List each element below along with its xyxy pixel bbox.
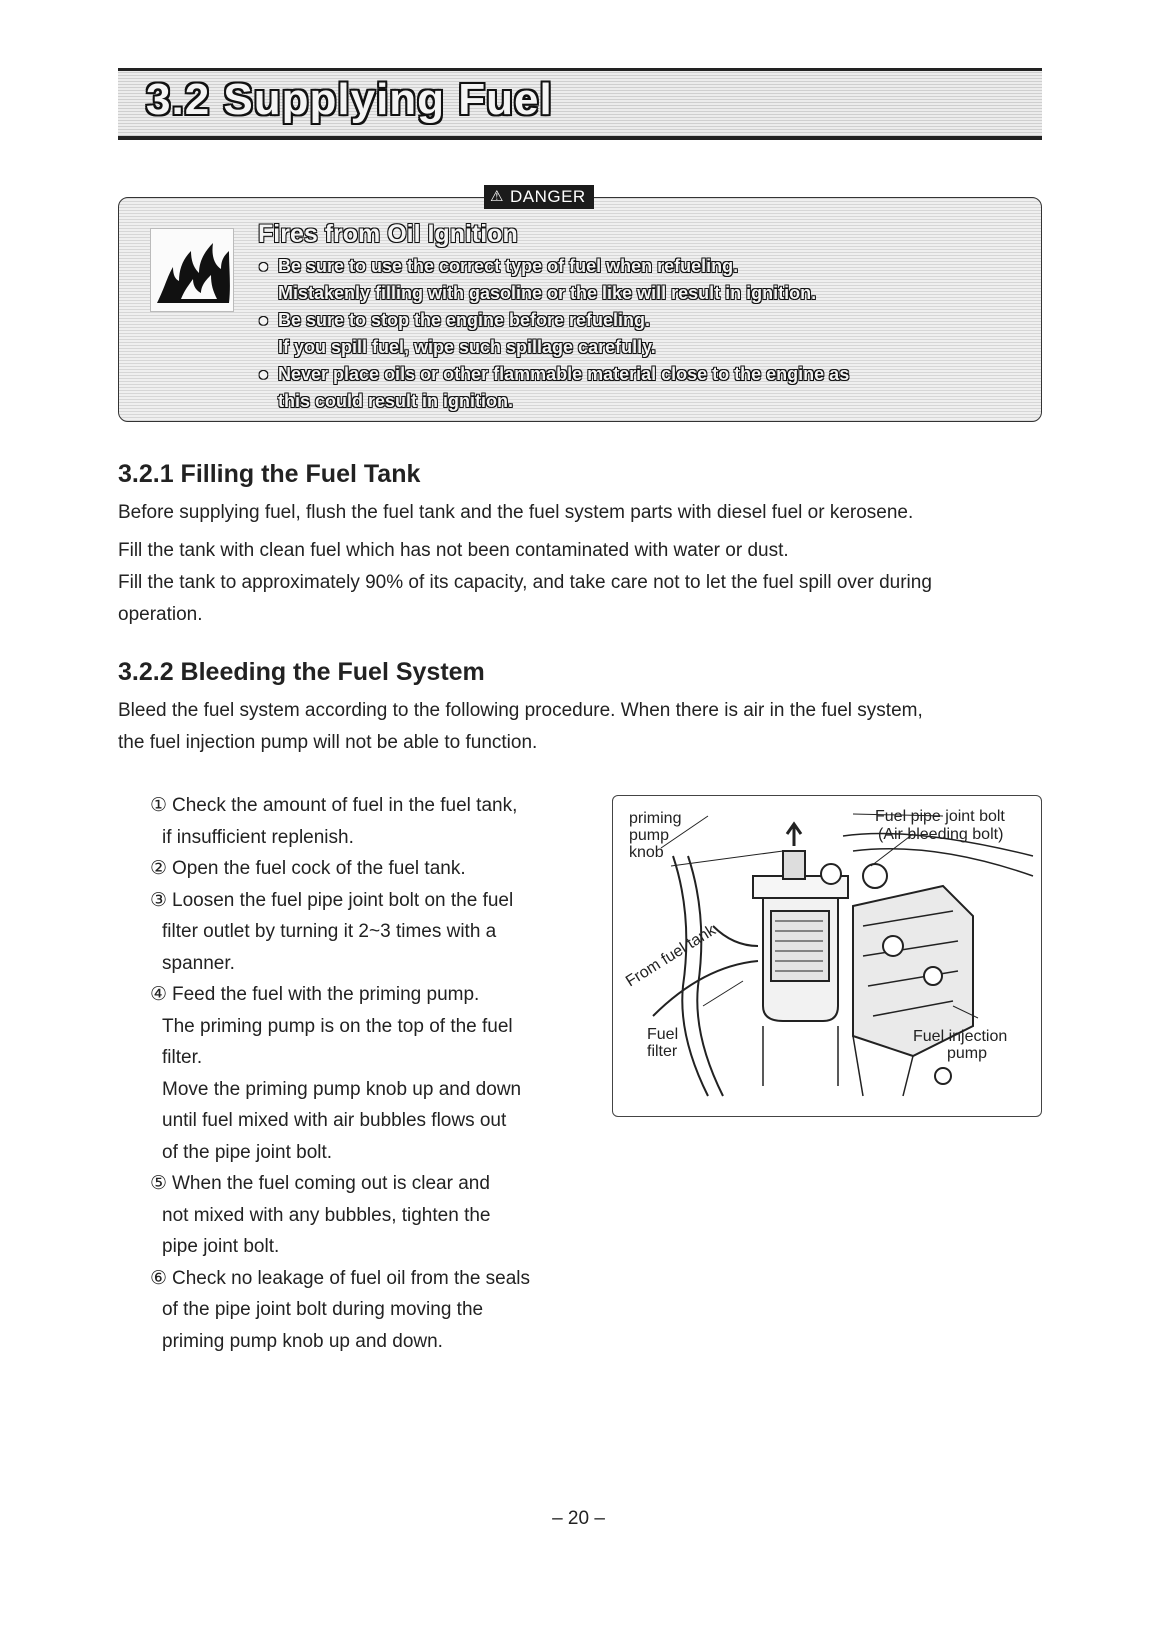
step-4-cont: filter. [162,1047,203,1068]
paragraph: Bleed the fuel system according to the following procedure. When there is air in the fuel system, [118,700,923,721]
danger-text [258,220,1018,415]
step-1-cont: if insufficient replenish. [162,826,354,848]
step-3-cont: filter outlet by turning it 2~3 times with a [162,921,497,942]
step-4-cont: Move the priming pump knob up and down [162,1078,522,1100]
step-4: ④ Feed the fuel with the priming pump. [150,984,480,1005]
step-3: ③ Loosen the fuel pipe joint bolt on the fuel [150,889,514,911]
paragraph: operation. [118,604,203,625]
step-1: ① Check the amount of fuel in the fuel tank, [150,795,518,816]
step-5: ⑤ When the fuel coming out is clear and [150,1173,490,1194]
section-bleeding-fuel-system [118,658,1048,759]
step-2: ② Open the fuel cock of the fuel tank. [150,858,466,879]
danger-line: ● Be sure to stop the engine before refueling. [258,307,1018,334]
paragraph: Fill the tank to approximately 90% of its capacity, and take care not to let the fuel spill over during [118,572,932,593]
page-title: 3.2 Supplying Fuel [146,75,553,124]
bullet-icon: ● [258,310,269,330]
step-6-cont: priming pump knob up and down. [162,1330,443,1352]
step-4-cont: until fuel mixed with air bubbles flows out [162,1110,507,1131]
fuel-system-figure [612,795,1042,1117]
from-fuel-tank-label: From fuel tank [623,921,719,991]
step-5-cont: pipe joint bolt. [162,1236,280,1257]
procedure-steps [150,790,570,1357]
danger-line: ● Be sure to use the correct type of fuel when refueling. [258,253,1018,280]
bullet-icon: ● [258,364,269,384]
section-title-bar [118,68,1042,140]
priming-pump-knob-label: priming pump knob [629,810,682,861]
step-6-cont: of the pipe joint bolt during moving the [162,1299,484,1320]
bullet-icon: ● [258,256,269,276]
fuel-pipe-joint-bolt-label: Fuel pipe joint bolt [875,808,1005,825]
step-4-cont: of the pipe joint bolt. [162,1141,333,1163]
danger-heading: Fires from Oil Ignition [258,220,518,248]
fire-icon [150,228,234,312]
danger-badge-label: DANGER [509,187,586,206]
step-3-cont: spanner. [162,952,235,974]
danger-badge [484,185,594,209]
section-heading: 3.2.2 Bleeding the Fuel System [118,658,485,686]
air-bleeding-bolt-label: (Air bleeding bolt) [878,826,1004,843]
danger-line: this could result in ignition. [278,391,513,411]
fuel-injection-pump-label: Fuel injection pump [913,1028,1008,1062]
danger-line: Mistakenly filling with gasoline or the like will result in ignition. [278,283,817,303]
page-number: – 20 – [552,1508,605,1529]
danger-line: ● Never place oils or other flammable material close to the engine as [258,361,1018,388]
paragraph: Before supplying fuel, flush the fuel tank and the fuel system parts with diesel fuel or kerosene. [118,502,914,523]
step-6: ⑥ Check no leakage of fuel oil from the seals [150,1267,531,1289]
section-heading: 3.2.1 Filling the Fuel Tank [118,460,421,488]
section-filling-fuel-tank [118,460,1048,631]
step-5-cont: not mixed with any bubbles, tighten the [162,1204,491,1226]
warning-triangle-icon: ⚠ [490,188,504,205]
paragraph: Fill the tank with clean fuel which has not been contaminated with water or dust. [118,540,789,561]
fuel-filter-label: Fuel filter [647,1026,679,1060]
paragraph: the fuel injection pump will not be able to function. [118,732,538,753]
danger-line: If you spill fuel, wipe such spillage carefully. [278,337,656,357]
step-4-cont: The priming pump is on the top of the fuel [162,1015,513,1037]
